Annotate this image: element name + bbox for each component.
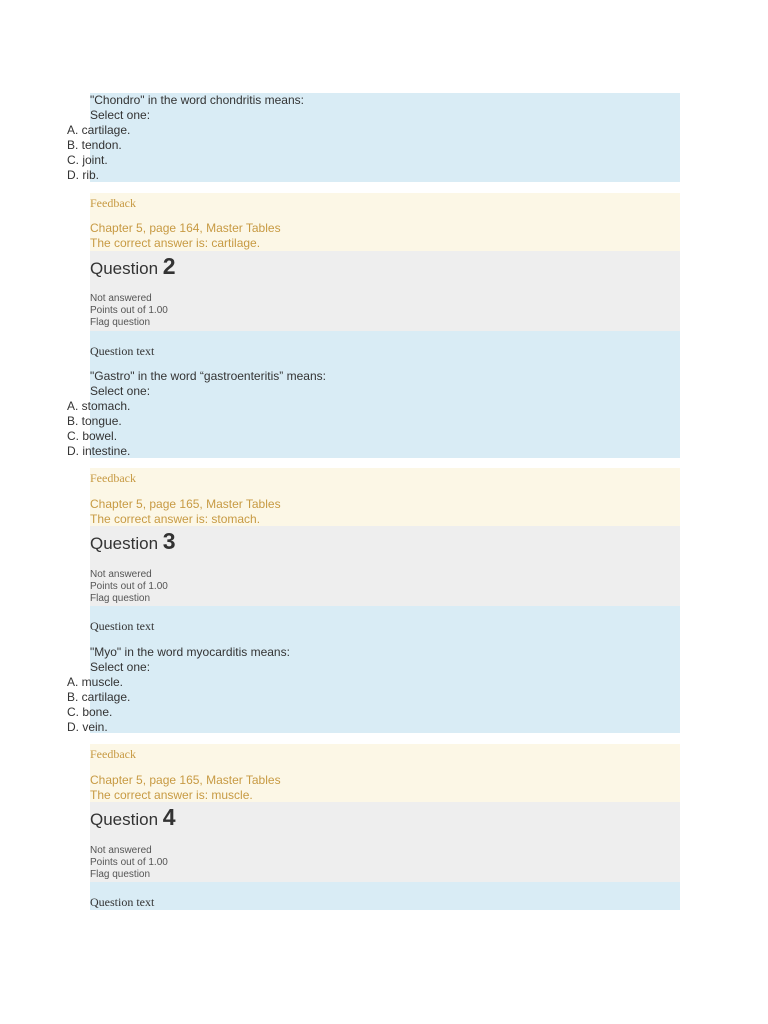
correct-answer: The correct answer is: cartilage. (90, 236, 261, 250)
question-3-title (90, 530, 176, 555)
question-4-title (90, 806, 176, 831)
question-4-info (90, 802, 680, 882)
option-c[interactable]: C. joint. (67, 153, 108, 167)
question-number: 4 (162, 804, 176, 830)
option-d[interactable]: D. vein. (67, 720, 108, 734)
flag-question-link[interactable]: Flag question (90, 593, 151, 604)
question-1-prompt: "Chondro" in the word chondritis means: (90, 93, 304, 107)
question-4-content (90, 882, 680, 910)
feedback-reference: Chapter 5, page 165, Master Tables (90, 497, 281, 511)
option-a[interactable]: A. muscle. (67, 675, 124, 689)
question-3-info (90, 526, 680, 606)
question-text-heading: Question text (90, 619, 155, 633)
select-one-label: Select one: (90, 108, 151, 122)
option-b[interactable]: B. tongue. (67, 414, 122, 428)
flag-question-link[interactable]: Flag question (90, 869, 151, 880)
feedback-heading: Feedback (90, 747, 136, 761)
question-2-title (90, 255, 176, 280)
select-one-label: Select one: (90, 384, 151, 398)
question-text-heading: Question text (90, 895, 155, 909)
option-b[interactable]: B. cartilage. (67, 690, 131, 704)
answer-status: Not answered (90, 845, 152, 856)
question-2-content (90, 331, 680, 458)
option-c[interactable]: C. bowel. (67, 429, 118, 443)
question-number: 2 (162, 253, 176, 279)
question-label: Question (90, 259, 159, 278)
answer-status: Not answered (90, 569, 152, 580)
question-label: Question (90, 810, 159, 829)
points-info: Points out of 1.00 (90, 857, 168, 868)
feedback-reference: Chapter 5, page 165, Master Tables (90, 773, 281, 787)
feedback-heading: Feedback (90, 196, 136, 210)
question-number: 3 (162, 528, 176, 554)
select-one-label: Select one: (90, 660, 151, 674)
option-d[interactable]: D. intestine. (67, 444, 131, 458)
feedback-heading: Feedback (90, 471, 136, 485)
correct-answer: The correct answer is: muscle. (90, 788, 253, 802)
flag-question-link[interactable]: Flag question (90, 317, 151, 328)
feedback-reference: Chapter 5, page 164, Master Tables (90, 221, 281, 235)
question-text-heading: Question text (90, 344, 155, 358)
option-d[interactable]: D. rib. (67, 168, 100, 182)
question-3-content (90, 606, 680, 733)
option-b[interactable]: B. tendon. (67, 138, 122, 152)
option-a[interactable]: A. stomach. (67, 399, 131, 413)
answer-status: Not answered (90, 293, 152, 304)
option-a[interactable]: A. cartilage. (67, 123, 131, 137)
option-c[interactable]: C. bone. (67, 705, 113, 719)
question-3-prompt: "Myo" in the word myocarditis means: (90, 645, 290, 659)
question-2-info (90, 251, 680, 331)
question-2-prompt: "Gastro" in the word “gastroenteritis” means: (90, 369, 326, 383)
points-info: Points out of 1.00 (90, 581, 168, 592)
question-label: Question (90, 534, 159, 553)
correct-answer: The correct answer is: stomach. (90, 512, 261, 526)
points-info: Points out of 1.00 (90, 305, 168, 316)
